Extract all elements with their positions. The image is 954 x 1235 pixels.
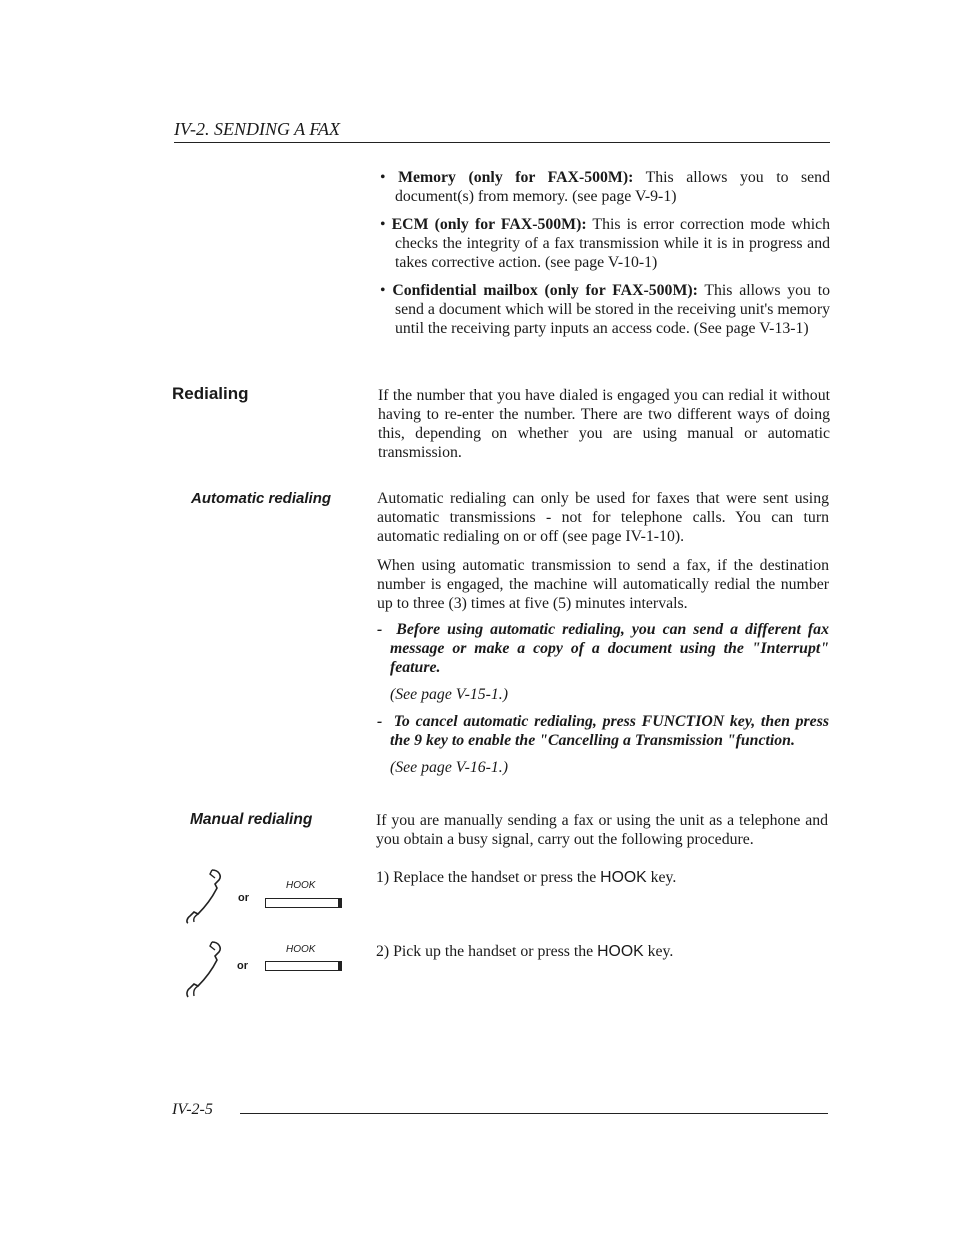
feature-list	[380, 168, 830, 338]
list-item: • ECM (only for FAX-500M): This is error correction mode which checks the integrity of a fax transmission while it is in progress and takes corrective action. (see page V-10-1)	[380, 216, 830, 271]
hook-key-label: HOOK	[286, 880, 316, 891]
automatic-redialing-body	[377, 489, 829, 777]
bullet-label: Confidential mailbox (only for FAX-500M):	[392, 282, 698, 299]
step-text: key.	[643, 943, 674, 960]
key-name: HOOK	[597, 943, 644, 960]
hook-key-label: HOOK	[286, 944, 316, 955]
redialing-intro: If the number that you have dialed is engaged you can redial it without having to re-enter the number. There are two different ways of doing this, depending on whether you are using manual or automatic transmission.	[378, 387, 830, 461]
note-text: Before using automatic redialing, you can send a different fax message or make a copy of a document using the "Interrupt" feature.	[390, 621, 829, 676]
telephone-handset-icon	[186, 868, 226, 924]
note-cancel: - To cancel automatic redialing, press FUNCTION key, then press the 9 key to enable the "Cancelling a Transmission "function.	[377, 713, 829, 749]
manual-redialing-intro: If you are manually sending a fax or using the unit as a telephone and you obtain a busy signal, carry out the following procedure.	[376, 812, 828, 848]
bullet-text: This is error correction mode which checks the integrity of a fax transmission while it is in progress and takes corrective action. (see page V-10-1)	[395, 216, 830, 271]
header-divider	[174, 142, 830, 143]
paragraph: Automatic redialing can only be used for faxes that were sent using automatic transmissions - not for telephone calls. You can turn automatic redialing on or off (see page IV-1-10).	[377, 490, 829, 545]
section-heading-redialing: Redialing	[172, 384, 249, 403]
page-number: IV-2-5	[172, 1101, 213, 1118]
bullet-text: This allows you to send document(s) from memory. (see page V-9-1)	[395, 169, 830, 205]
note-text: To cancel automatic redialing, press FUNCTION key, then press the 9 key to enable the "Cancelling a Transmission "function.	[390, 713, 829, 749]
paragraph: When using automatic transmission to send a fax, if the destination number is engaged, the machine will automatically redial the number up to three (3) times at five (5) minutes intervals.	[377, 557, 829, 612]
hook-key-icon	[265, 898, 342, 908]
note-interrupt: - Before using automatic redialing, you can send a different fax message or make a copy of a document using the "Interrupt" feature.	[377, 621, 829, 676]
step-1	[376, 868, 828, 887]
bullet-text: This allows you to send a document which will be stored in the receiving unit's memory until the receiving party inputs an access code. (See page V-13-1)	[395, 282, 830, 337]
list-item: • Memory (only for FAX-500M): This allows you to send document(s) from memory. (see page V-9-1)	[380, 169, 830, 205]
step-text: 2) Pick up the handset or press the	[376, 943, 598, 960]
page-reference: (See page V-15-1.)	[390, 686, 508, 703]
step-text: 1) Replace the handset or press the	[376, 869, 601, 886]
bullet-label: Memory (only for FAX-500M):	[398, 169, 634, 186]
step-text: key.	[646, 869, 677, 886]
subheading-automatic-redialing: Automatic redialing	[191, 490, 332, 507]
page-header-title: IV-2. SENDING A FAX	[174, 119, 340, 139]
list-item: • Confidential mailbox (only for FAX-500M): This allows you to send a document which will be stored in the receiving unit's memory until the receiving party inputs an access code. (See page V-13-1)	[380, 282, 830, 337]
or-label: or	[237, 960, 248, 972]
key-name: HOOK	[600, 869, 647, 886]
telephone-handset-icon	[186, 940, 226, 998]
bullet-label: ECM (only for FAX-500M):	[391, 216, 587, 233]
footer-divider	[240, 1113, 828, 1114]
page-reference: (See page V-16-1.)	[390, 759, 508, 776]
or-label: or	[238, 892, 249, 904]
hook-key-icon	[265, 961, 342, 971]
step-2	[376, 942, 828, 961]
subheading-manual-redialing: Manual redialing	[190, 811, 313, 828]
